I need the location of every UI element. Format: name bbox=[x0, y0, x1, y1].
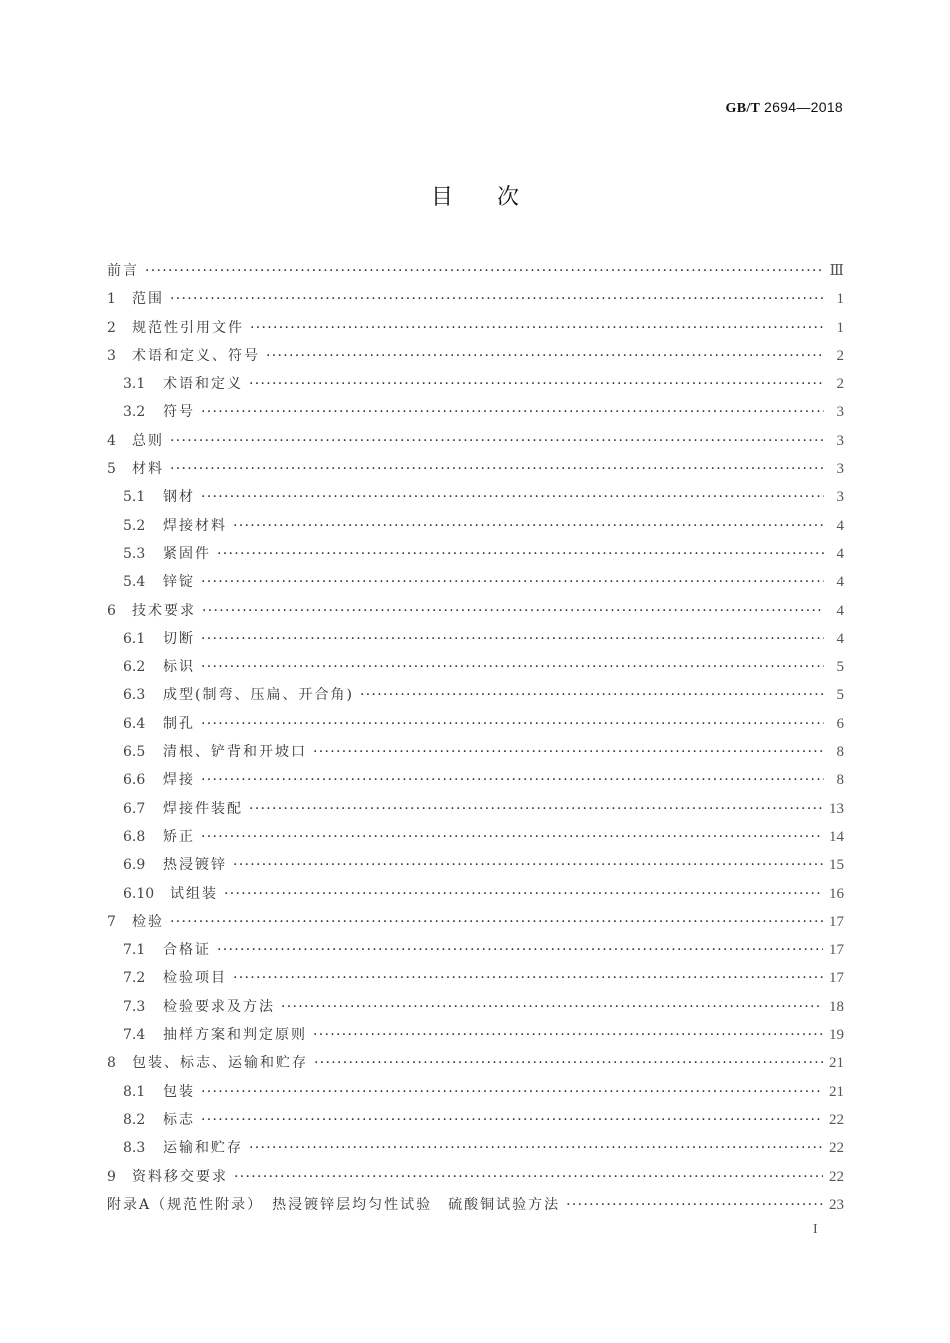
toc-entry[interactable] bbox=[107, 880, 844, 908]
toc-entry-title: 紧固件 bbox=[163, 545, 211, 562]
dot-leader bbox=[201, 766, 824, 794]
toc-entry-number: 7.4 bbox=[123, 1027, 146, 1044]
toc-entry-title: 成型(制弯、压扁、开合角) bbox=[163, 687, 354, 704]
toc-entry-number: 6.6 bbox=[123, 772, 146, 789]
dot-leader bbox=[201, 568, 824, 596]
toc-entry-number: 3 bbox=[107, 347, 116, 364]
toc-entry[interactable] bbox=[107, 427, 844, 455]
dot-leader bbox=[360, 681, 824, 709]
toc-entry-page: 2 bbox=[836, 347, 844, 364]
toc-entry[interactable] bbox=[107, 625, 844, 653]
toc-entry[interactable] bbox=[107, 1106, 844, 1134]
dot-leader bbox=[233, 964, 823, 992]
toc-entry-title: 资料移交要求 bbox=[132, 1168, 228, 1185]
dot-leader bbox=[233, 851, 823, 879]
toc-entry[interactable] bbox=[107, 483, 844, 511]
toc-entry-number: 6.9 bbox=[123, 857, 146, 874]
toc-entry-page: 22 bbox=[829, 1168, 844, 1185]
toc-entry-title: 标识 bbox=[163, 659, 195, 676]
toc-entry-title: 锌锭 bbox=[163, 574, 195, 591]
dot-leader bbox=[145, 257, 824, 285]
dot-leader bbox=[234, 1163, 823, 1191]
dot-leader bbox=[201, 1106, 823, 1134]
toc-entry-number: 5.1 bbox=[123, 489, 146, 506]
toc-entry-page: 3 bbox=[836, 461, 844, 478]
toc-entry-number: 8.3 bbox=[123, 1140, 146, 1157]
dot-leader bbox=[201, 1078, 823, 1106]
toc-entry[interactable] bbox=[107, 398, 844, 426]
toc-entry-page: 4 bbox=[836, 517, 844, 534]
toc-entry[interactable] bbox=[107, 823, 844, 851]
toc-entry[interactable] bbox=[107, 908, 844, 936]
toc-entry-page: 3 bbox=[836, 404, 844, 421]
toc-entry-number: 2 bbox=[107, 319, 116, 336]
toc-entry-title: 总则 bbox=[132, 432, 164, 449]
dot-leader bbox=[224, 880, 823, 908]
toc-entry[interactable] bbox=[107, 710, 844, 738]
toc-entry-title: 切断 bbox=[163, 630, 195, 647]
toc-entry-page: 8 bbox=[836, 772, 844, 789]
toc-entry-title: 规范性引用文件 bbox=[132, 319, 244, 336]
dot-leader bbox=[266, 342, 824, 370]
toc-entry-title: 制孔 bbox=[163, 715, 195, 732]
dot-leader bbox=[281, 993, 823, 1021]
page-title: 目次 bbox=[430, 185, 563, 210]
toc-entry[interactable] bbox=[107, 1134, 844, 1162]
dot-leader bbox=[233, 512, 824, 540]
toc-entry-number: 7.2 bbox=[123, 970, 146, 987]
dot-leader bbox=[170, 427, 824, 455]
toc-entry[interactable] bbox=[107, 314, 844, 342]
standard-code bbox=[726, 99, 843, 117]
toc-entry-number: 8.1 bbox=[123, 1083, 146, 1100]
toc-entry-title: 包装 bbox=[163, 1083, 195, 1100]
toc-entry[interactable] bbox=[107, 1163, 844, 1191]
toc-entry-number: 6.5 bbox=[123, 744, 146, 761]
toc-entry-title: 检验要求及方法 bbox=[163, 998, 275, 1015]
toc-entry-number: 6.2 bbox=[123, 659, 146, 676]
toc-entry-page: 15 bbox=[829, 857, 844, 874]
toc-entry[interactable] bbox=[107, 257, 844, 285]
toc-entry-title: 术语和定义、符号 bbox=[132, 347, 260, 364]
dot-leader bbox=[201, 625, 824, 653]
toc-entry-page: 2 bbox=[836, 376, 844, 393]
toc-entry-title: 附录A（规范性附录） 热浸镀锌层均匀性试验 硫酸铜试验方法 bbox=[107, 1196, 561, 1213]
dot-leader bbox=[217, 936, 823, 964]
toc-entry-number: 5 bbox=[107, 461, 116, 478]
dot-leader bbox=[249, 795, 823, 823]
toc-entry-page: 4 bbox=[836, 545, 844, 562]
toc-entry-number: 7.3 bbox=[123, 998, 146, 1015]
toc-entry-title: 材料 bbox=[132, 461, 164, 478]
toc-entry-title: 矫正 bbox=[163, 828, 195, 845]
dot-leader bbox=[313, 1021, 823, 1049]
toc-entry-number: 6.4 bbox=[123, 715, 146, 732]
toc-entry-number: 7.1 bbox=[123, 942, 146, 959]
toc-entry-page: 1 bbox=[836, 319, 844, 336]
toc-entry-title: 合格证 bbox=[163, 942, 211, 959]
toc-entry-number: 9 bbox=[107, 1168, 116, 1185]
toc-entry-number: 5.2 bbox=[123, 517, 146, 534]
toc-entry-title: 标志 bbox=[163, 1111, 195, 1128]
toc-entry-page: 19 bbox=[829, 1027, 844, 1044]
toc-entry[interactable] bbox=[107, 540, 844, 568]
dot-leader bbox=[202, 597, 824, 625]
toc-entry[interactable] bbox=[107, 936, 844, 964]
toc-entry-page: 4 bbox=[836, 574, 844, 591]
toc-entry-number: 4 bbox=[107, 432, 116, 449]
dot-leader bbox=[201, 398, 824, 426]
toc-entry[interactable] bbox=[107, 766, 844, 794]
toc-entry-title: 包装、标志、运输和贮存 bbox=[132, 1055, 308, 1072]
table-of-contents bbox=[107, 257, 844, 1219]
toc-entry-number: 6.3 bbox=[123, 687, 146, 704]
dot-leader bbox=[201, 823, 823, 851]
toc-entry[interactable] bbox=[107, 342, 844, 370]
dot-leader bbox=[250, 314, 824, 342]
dot-leader bbox=[201, 483, 824, 511]
toc-entry-number: 3.1 bbox=[123, 376, 146, 393]
toc-entry-page: 3 bbox=[836, 432, 844, 449]
toc-entry-number: 5.4 bbox=[123, 574, 146, 591]
toc-entry-page: 17 bbox=[829, 913, 844, 930]
toc-entry[interactable] bbox=[107, 285, 844, 313]
toc-entry-title: 抽样方案和判定原则 bbox=[163, 1027, 307, 1044]
toc-entry[interactable] bbox=[107, 597, 844, 625]
toc-entry-page: 16 bbox=[829, 885, 844, 902]
toc-entry-page: 4 bbox=[836, 602, 844, 619]
standard-prefix: GB/T bbox=[725, 101, 761, 116]
toc-entry[interactable] bbox=[107, 455, 844, 483]
toc-entry-title: 热浸镀锌 bbox=[163, 857, 227, 874]
toc-entry-title: 清根、铲背和开坡口 bbox=[163, 744, 307, 761]
dot-leader bbox=[249, 370, 824, 398]
toc-entry-number: 7 bbox=[107, 913, 116, 930]
toc-entry[interactable] bbox=[107, 738, 844, 766]
toc-entry[interactable] bbox=[107, 993, 844, 1021]
dot-leader bbox=[566, 1191, 823, 1219]
toc-entry-page: 5 bbox=[836, 659, 844, 676]
toc-entry-page: 17 bbox=[829, 970, 844, 987]
toc-entry-title: 术语和定义 bbox=[163, 376, 243, 393]
toc-entry-page: 4 bbox=[836, 630, 844, 647]
toc-entry[interactable] bbox=[107, 851, 844, 879]
toc-entry-number: 8.2 bbox=[123, 1111, 146, 1128]
dot-leader bbox=[249, 1134, 823, 1162]
toc-entry[interactable] bbox=[107, 964, 844, 992]
toc-entry[interactable] bbox=[107, 1078, 844, 1106]
toc-entry-page: 6 bbox=[836, 715, 844, 732]
toc-entry-title: 范围 bbox=[132, 291, 164, 308]
toc-entry[interactable] bbox=[107, 653, 844, 681]
dot-leader bbox=[217, 540, 824, 568]
toc-entry-title: 技术要求 bbox=[132, 602, 196, 619]
toc-entry-page: 1 bbox=[836, 291, 844, 308]
dot-leader bbox=[313, 738, 824, 766]
toc-entry-page: 23 bbox=[829, 1196, 844, 1213]
toc-entry-number: 6.1 bbox=[123, 630, 146, 647]
toc-entry[interactable] bbox=[107, 568, 844, 596]
toc-entry-number: 6 bbox=[107, 602, 116, 619]
toc-entry-page: 8 bbox=[836, 744, 844, 761]
toc-entry-number: 5.3 bbox=[123, 545, 146, 562]
toc-entry-title: 检验项目 bbox=[163, 970, 227, 987]
toc-entry[interactable] bbox=[107, 512, 844, 540]
toc-entry[interactable] bbox=[107, 370, 844, 398]
toc-entry-title: 符号 bbox=[163, 404, 195, 421]
toc-entry-page: 21 bbox=[829, 1083, 844, 1100]
toc-entry-number: 6.8 bbox=[123, 828, 146, 845]
toc-entry-page: 14 bbox=[829, 828, 844, 845]
toc-entry-page: 3 bbox=[836, 489, 844, 506]
toc-entry-title: 试组装 bbox=[170, 885, 218, 902]
toc-entry-title: 焊接材料 bbox=[163, 517, 227, 534]
toc-entry-title: 运输和贮存 bbox=[163, 1140, 243, 1157]
toc-entry-number: 6.7 bbox=[123, 800, 146, 817]
toc-entry-number: 3.2 bbox=[123, 404, 146, 421]
dot-leader bbox=[201, 710, 824, 738]
standard-number: 2694—2018 bbox=[764, 99, 843, 115]
toc-entry-number: 1 bbox=[107, 291, 116, 308]
toc-entry-page: Ⅲ bbox=[829, 263, 844, 279]
toc-entry[interactable] bbox=[107, 1191, 844, 1219]
dot-leader bbox=[201, 653, 824, 681]
toc-entry-title: 检验 bbox=[132, 913, 164, 930]
dot-leader bbox=[314, 1049, 823, 1077]
toc-entry[interactable] bbox=[107, 681, 844, 709]
toc-entry-page: 22 bbox=[829, 1140, 844, 1157]
dot-leader bbox=[170, 455, 824, 483]
dot-leader bbox=[170, 285, 824, 313]
toc-entry[interactable] bbox=[107, 1049, 844, 1077]
toc-entry-title: 前言 bbox=[107, 263, 139, 279]
toc-entry-page: 5 bbox=[836, 687, 844, 704]
toc-entry-number: 6.10 bbox=[123, 885, 155, 902]
toc-entry-page: 13 bbox=[829, 800, 844, 817]
toc-entry[interactable] bbox=[107, 795, 844, 823]
toc-entry-page: 18 bbox=[829, 998, 844, 1015]
toc-entry-number: 8 bbox=[107, 1055, 116, 1072]
toc-entry-page: 17 bbox=[829, 942, 844, 959]
toc-entry-page: 21 bbox=[829, 1055, 844, 1072]
toc-entry-title: 焊接 bbox=[163, 772, 195, 789]
toc-entry-page: 22 bbox=[829, 1111, 844, 1128]
dot-leader bbox=[170, 908, 823, 936]
toc-entry-title: 钢材 bbox=[163, 489, 195, 506]
footer-page-number: I bbox=[813, 1222, 818, 1237]
toc-entry[interactable] bbox=[107, 1021, 844, 1049]
toc-entry-title: 焊接件装配 bbox=[163, 800, 243, 817]
